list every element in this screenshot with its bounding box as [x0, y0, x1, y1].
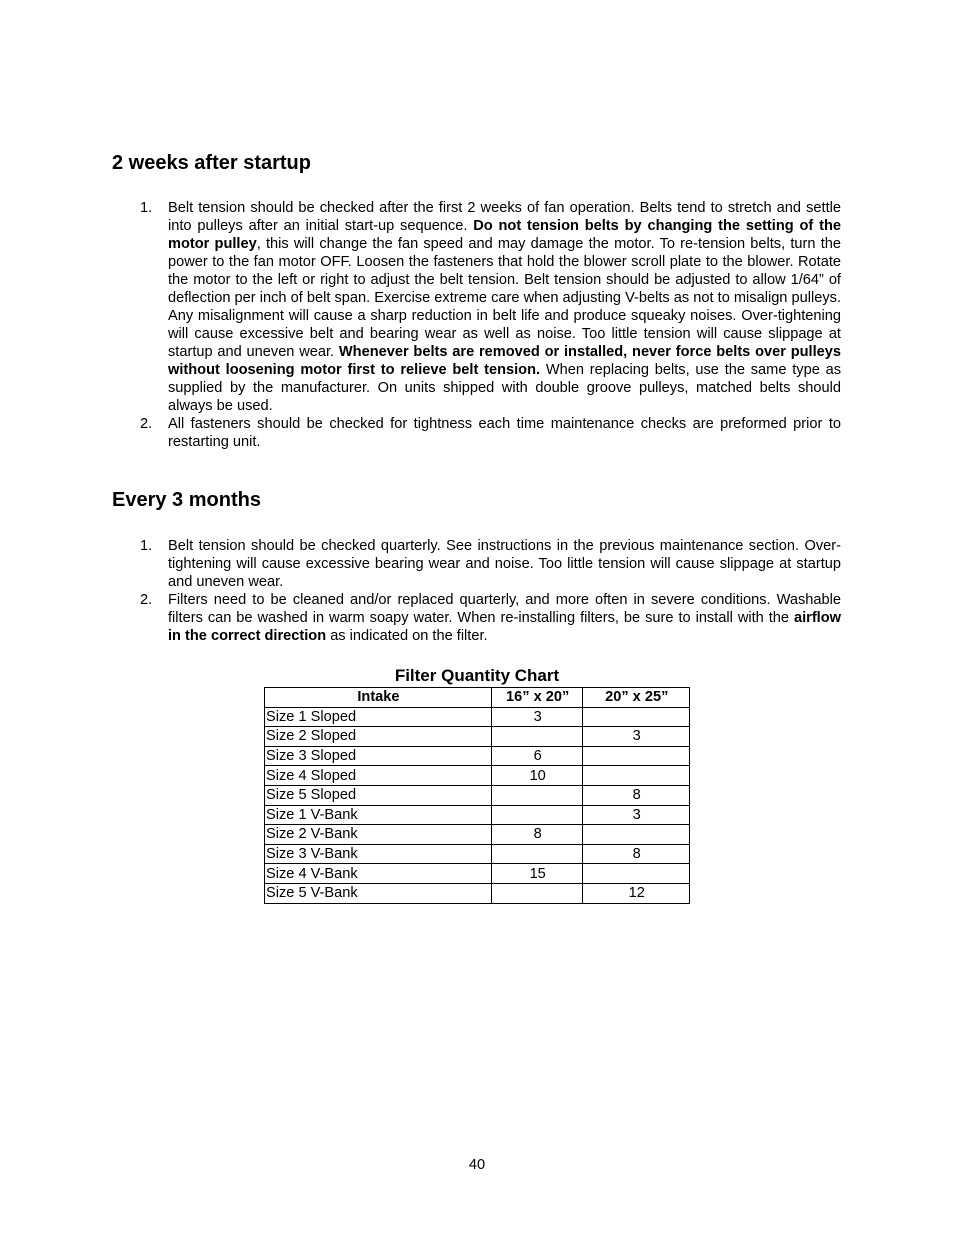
list-item-number: 1.	[140, 538, 153, 554]
list-item-number: 2.	[140, 592, 153, 608]
intake-cell: Size 3 V-Bank	[265, 844, 492, 864]
section-heading-every-3-months: Every 3 months	[112, 489, 261, 511]
list-item	[112, 199, 841, 415]
quarterly-steps-list	[112, 537, 841, 645]
qty-16x20-cell: 8	[491, 825, 583, 845]
qty-20x25-cell	[583, 707, 690, 727]
qty-16x20-cell: 10	[491, 766, 583, 786]
table-row	[265, 727, 690, 747]
qty-20x25-cell	[583, 864, 690, 884]
item-text: Filters need to be cleaned and/or replaced quarterly, and more often in severe conditions. Washable filters can be washed in warm soapy water. When re-installing filters, be sure to install with the	[168, 592, 841, 626]
qty-16x20-cell	[491, 883, 583, 903]
qty-20x25-cell: 8	[583, 844, 690, 864]
list-item	[112, 415, 841, 451]
filter-chart-title: Filter Quantity Chart	[394, 666, 560, 685]
qty-16x20-cell: 6	[491, 746, 583, 766]
table-row	[265, 805, 690, 825]
list-item-number: 2.	[140, 416, 153, 432]
page-number: 40	[468, 1157, 486, 1173]
qty-20x25-cell	[583, 766, 690, 786]
table-row	[265, 883, 690, 903]
list-item	[112, 591, 841, 645]
section-heading-2-weeks: 2 weeks after startup	[112, 152, 311, 174]
qty-20x25-cell	[583, 746, 690, 766]
table-row	[265, 766, 690, 786]
item-text: All fasteners should be checked for tightness each time maintenance checks are preformed prior to restarting unit.	[168, 416, 841, 450]
item-text: , this will change the fan speed and may damage the motor. To re-tension belts, turn the power to the fan motor OFF. Loosen the fasteners that hold the blower scroll plate to the blower. Rotate the motor to the left or right to adjust the belt tension. Belt tension should be adjusted to allow 1/64” of deflection per inch of belt span. Exercise extreme care when adjusting V-belts as not to misalign pulleys. Any misalignment will cause a sharp reduction in belt life and produce squeaky noises. Over-tightening will cause excessive belt and bearing wear as well as noise. Too little tension will cause slippage at startup and uneven wear.	[168, 236, 841, 360]
qty-16x20-cell	[491, 785, 583, 805]
intake-cell: Size 4 V-Bank	[265, 864, 492, 884]
list-item-number: 1.	[140, 200, 153, 216]
item-text: When replacing belts, use the same type as supplied by the manufacturer. On units shipped with double groove pulleys, matched belts should always be used.	[168, 362, 842, 414]
table-row	[265, 707, 690, 727]
qty-20x25-cell: 12	[583, 883, 690, 903]
qty-16x20-cell	[491, 844, 583, 864]
table-row	[265, 825, 690, 845]
qty-20x25-cell: 3	[583, 727, 690, 747]
item-bold-text: Do not tension belts by changing the setting of the motor pulley	[168, 218, 841, 252]
intake-cell: Size 1 Sloped	[265, 707, 492, 727]
intake-cell: Size 5 V-Bank	[265, 883, 492, 903]
item-text: as indicated on the filter.	[326, 628, 488, 644]
intake-cell: Size 2 V-Bank	[265, 825, 492, 845]
qty-20x25-cell: 8	[583, 785, 690, 805]
intake-cell: Size 1 V-Bank	[265, 805, 492, 825]
table-row	[265, 844, 690, 864]
item-bold-text: airflow in the correct direction	[168, 610, 841, 644]
column-header-intake: Intake	[265, 688, 492, 708]
column-header-20x25: 20” x 25”	[583, 688, 690, 708]
column-header-16x20: 16” x 20”	[491, 688, 583, 708]
item-text: Belt tension should be checked after the first 2 weeks of fan operation. Belts tend to stretch and settle into pulleys after an initial start-up sequence.	[168, 200, 841, 234]
table-header-row	[265, 688, 690, 708]
list-item	[112, 537, 841, 591]
qty-20x25-cell: 3	[583, 805, 690, 825]
filter-quantity-table	[264, 687, 690, 904]
item-bold-text: Whenever belts are removed or installed, never force belts over pulleys without loosening motor first to relieve belt tension.	[168, 344, 841, 378]
table-row	[265, 746, 690, 766]
table-row	[265, 785, 690, 805]
qty-16x20-cell: 3	[491, 707, 583, 727]
item-text: Belt tension should be checked quarterly. See instructions in the previous maintenance section. Over-tightening will cause excessive bearing wear and noise. Too little tension will cause slippage at startup and uneven wear.	[168, 538, 841, 590]
intake-cell: Size 5 Sloped	[265, 785, 492, 805]
qty-16x20-cell	[491, 727, 583, 747]
intake-cell: Size 4 Sloped	[265, 766, 492, 786]
startup-steps-list	[112, 199, 841, 451]
intake-cell: Size 2 Sloped	[265, 727, 492, 747]
table-row	[265, 864, 690, 884]
qty-20x25-cell	[583, 825, 690, 845]
qty-16x20-cell	[491, 805, 583, 825]
intake-cell: Size 3 Sloped	[265, 746, 492, 766]
qty-16x20-cell: 15	[491, 864, 583, 884]
